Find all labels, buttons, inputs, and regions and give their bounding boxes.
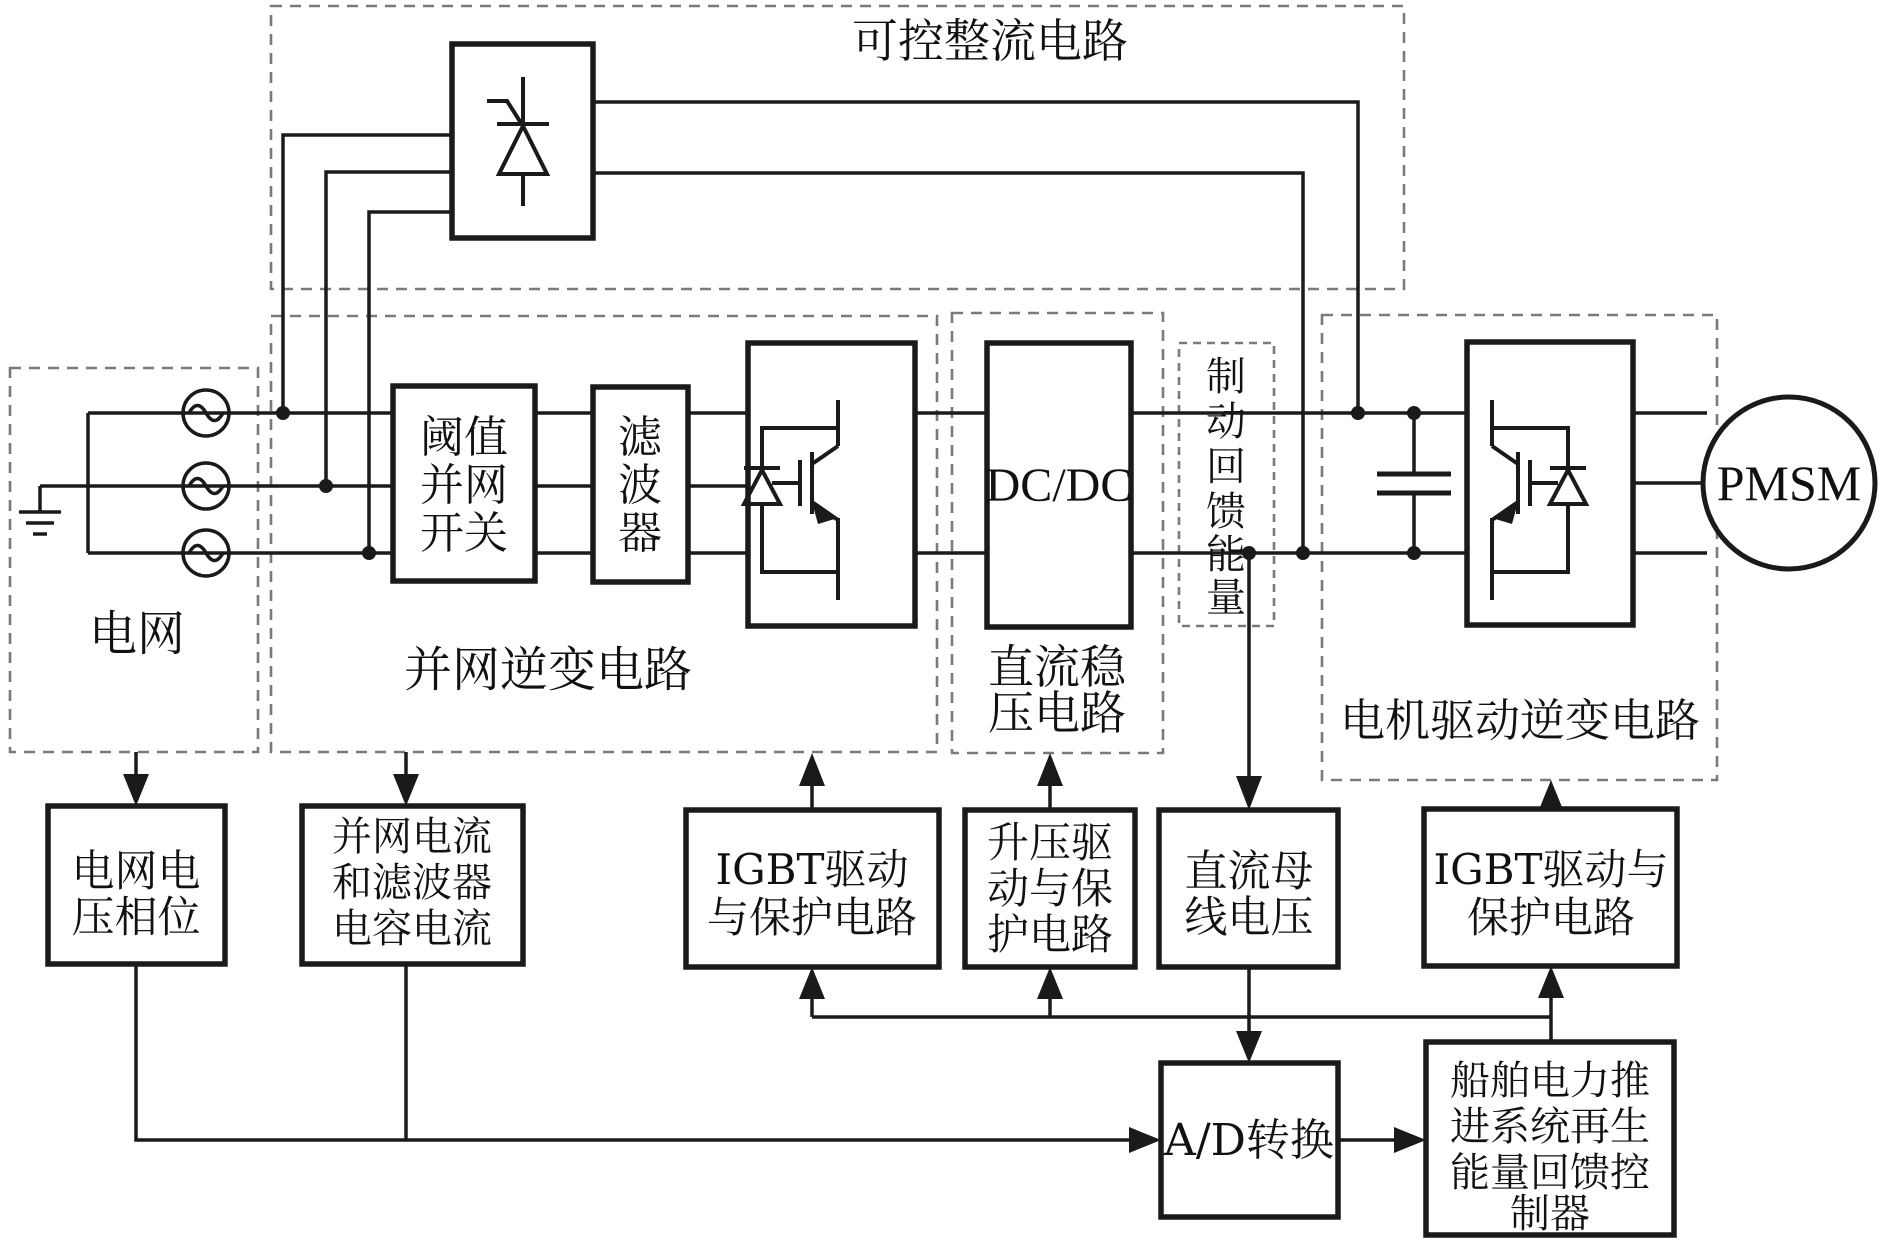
arrow-fb-igbt2	[1538, 966, 1564, 998]
grid-voltage-phase-label-1: 电网电	[71, 847, 201, 897]
arrow-into-ad-left	[1129, 1127, 1161, 1153]
boost-drive-label-2: 动与保	[986, 864, 1114, 913]
grid-current-sense-label-2: 和滤波器	[332, 860, 492, 906]
brake-energy-char: 量	[1206, 575, 1246, 621]
brake-energy-char: 回	[1206, 444, 1246, 490]
sense-to-ad-wire	[136, 964, 1129, 1140]
controller-label-2: 进系统再生	[1450, 1104, 1650, 1150]
grid-region-outline	[10, 368, 258, 752]
filter-label-char: 波	[618, 460, 662, 511]
controller-label-4: 制器	[1510, 1191, 1590, 1237]
arrow-boost-drive-up	[1037, 753, 1063, 786]
ac-sources	[183, 390, 229, 576]
grid-voltage-phase-label-2: 压相位	[71, 893, 201, 943]
brake-energy-char: 动	[1206, 399, 1246, 445]
rectifier-dc-minus-wire	[593, 173, 1303, 553]
grid-inverter-region-label: 并网逆变电路	[403, 642, 693, 698]
rectifier-region-outline	[271, 6, 1404, 289]
arrow-into-grid-current-box	[393, 774, 419, 806]
arrow-fb-boost	[1037, 967, 1063, 999]
capacitor-icon	[1377, 413, 1451, 553]
dcdc-label: DC/DC	[985, 459, 1133, 512]
arrow-into-ad-top	[1236, 1031, 1262, 1063]
rectifier-region-label: 可控整流电路	[852, 14, 1128, 68]
thyristor-rectifier-box	[452, 44, 593, 238]
boost-drive-label-3: 护电路	[986, 910, 1114, 959]
igbt-drive-right-label-1: IGBT驱动与	[1433, 845, 1669, 894]
grid-region-label: 电网	[88, 606, 186, 662]
filter-label-char: 滤	[618, 412, 662, 463]
controller-label-3: 能量回馈控	[1450, 1150, 1650, 1196]
brake-energy-char: 能	[1206, 532, 1246, 578]
ac-source-icon	[183, 530, 229, 576]
arrow-into-controller	[1394, 1127, 1426, 1153]
ac-source-icon	[183, 463, 229, 509]
ac-source-icon	[183, 390, 229, 436]
arrow-into-grid-phase-box	[123, 774, 149, 806]
threshold-switch-label-3: 开关	[420, 508, 508, 559]
ground-icon	[19, 486, 88, 534]
controller-label-1: 船舶电力推	[1450, 1058, 1650, 1104]
arrow-into-dcbus-box	[1236, 776, 1262, 810]
component-boxes	[48, 44, 1875, 1235]
ad-converter-label: A/D转换	[1164, 1115, 1334, 1166]
boost-drive-label-1: 升压驱	[986, 818, 1114, 867]
grid-current-sense-label-1: 并网电流	[332, 814, 492, 860]
arrow-fb-igbt1	[799, 967, 825, 999]
arrow-igbt1-drive-up	[799, 753, 825, 786]
brake-energy-char: 馈	[1206, 489, 1246, 535]
dc-bus-voltage-label-2: 线电压	[1184, 893, 1314, 943]
brake-energy-char: 制	[1206, 354, 1246, 400]
threshold-switch-label-1: 阈值	[420, 412, 508, 463]
pmsm-label: PMSM	[1716, 455, 1862, 511]
igbt-drive-right-label-2: 保护电路	[1466, 893, 1636, 942]
motor-inverter-region-label: 电机驱动逆变电路	[1339, 694, 1701, 747]
dc-bus-voltage-label-1: 直流母	[1184, 847, 1314, 897]
igbt-drive-left-label-2: 与保护电路	[706, 893, 918, 942]
dc-regulator-label-2: 压电路	[988, 686, 1126, 740]
threshold-switch-label-2: 并网	[420, 460, 508, 511]
igbt-drive-left-label-1: IGBT驱动	[715, 845, 909, 894]
dc-regulator-label-1: 直流稳	[988, 640, 1126, 694]
grid-current-sense-label-3: 电容电流	[332, 906, 492, 952]
filter-label-char: 器	[618, 508, 662, 559]
